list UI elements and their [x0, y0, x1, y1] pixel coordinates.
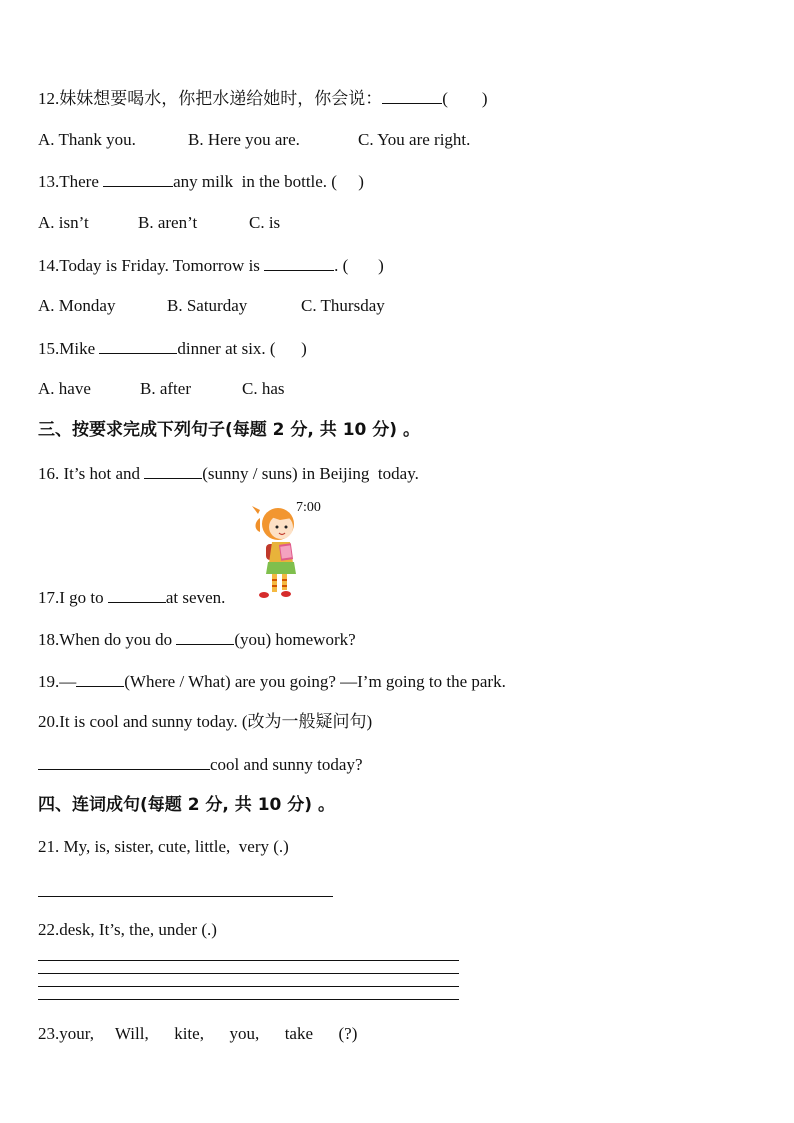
question-18-pre: 18.When do you do	[38, 630, 177, 649]
question-22-stem: 22.desk, It’s, the, under (.)	[38, 920, 217, 939]
question-20-stem: 20.It is cool and sunny today. (改为一般疑问句)	[38, 712, 373, 731]
answer-line[interactable]	[38, 999, 459, 1000]
section-4-heading: 四、连词成句(每题 2 分, 共 10 分) 。	[38, 795, 335, 815]
question-23	[38, 1023, 357, 1045]
question-17-post: at seven.	[165, 588, 226, 607]
girl-with-books-illustration	[250, 500, 310, 600]
question-14-post: . ( )	[334, 256, 384, 275]
option-a[interactable]: A. Monday	[38, 296, 116, 315]
question-13-options	[38, 212, 280, 234]
question-19-post: (Where / What) are you going? —I’m going to the park.	[124, 672, 506, 691]
question-15-options	[38, 378, 285, 400]
question-19-pre: 19.—	[38, 672, 77, 691]
option-b[interactable]: B. after	[140, 379, 191, 398]
answer-blank[interactable]	[176, 628, 234, 645]
option-b[interactable]: B. aren’t	[138, 213, 198, 232]
question-14-options	[38, 295, 385, 317]
question-20-answer	[38, 753, 363, 776]
answer-blank[interactable]	[144, 462, 202, 479]
question-12-stem: 12.妹妹想要喝水，你把水递给她时，你会说：	[38, 89, 383, 108]
question-13-post: any milk in the bottle. ( )	[173, 172, 364, 191]
question-21	[38, 836, 289, 858]
question-15	[38, 337, 307, 360]
question-17	[38, 586, 225, 609]
answer-line[interactable]	[38, 960, 459, 961]
option-a[interactable]: A. isn’t	[38, 213, 89, 232]
question-20-post: cool and sunny today?	[210, 755, 363, 774]
option-b[interactable]: B. Here you are.	[188, 130, 300, 149]
answer-paren: ( )	[442, 89, 488, 108]
answer-blank[interactable]	[108, 586, 166, 603]
question-16-pre: 16. It’s hot and	[38, 464, 145, 483]
answer-blank[interactable]	[99, 337, 177, 354]
option-c[interactable]: C. Thursday	[301, 296, 385, 315]
question-16-post: (sunny / suns) in Beijing today.	[202, 464, 419, 483]
question-20	[38, 711, 372, 733]
question-23-stem: 23.your, Will, kite, you, take (?)	[38, 1024, 358, 1043]
question-12-options	[38, 129, 470, 151]
option-a[interactable]: A. have	[38, 379, 91, 398]
question-15-post: dinner at six. ( )	[177, 339, 307, 358]
question-18-post: (you) homework?	[234, 630, 356, 649]
option-b[interactable]: B. Saturday	[167, 296, 248, 315]
question-14	[38, 254, 384, 277]
question-18	[38, 628, 356, 651]
question-15-pre: 15.Mike	[38, 339, 100, 358]
option-c[interactable]: C. is	[249, 213, 281, 232]
option-c[interactable]: C. has	[242, 379, 285, 398]
question-14-pre: 14.Today is Friday. Tomorrow is	[38, 256, 265, 275]
question-12	[38, 87, 488, 110]
answer-blank[interactable]	[382, 87, 442, 104]
option-c[interactable]: C. You are right.	[358, 130, 471, 149]
question-17-pre: 17.I go to	[38, 588, 108, 607]
answer-line[interactable]	[38, 973, 459, 974]
section-3-heading: 三、按要求完成下列句子(每题 2 分, 共 10 分) 。	[38, 420, 420, 440]
answer-blank[interactable]	[76, 670, 124, 687]
question-21-stem: 21. My, is, sister, cute, little, very (.)	[38, 837, 289, 856]
answer-blank[interactable]	[264, 254, 334, 271]
clock-time: 7:00	[296, 500, 321, 515]
question-22	[38, 919, 217, 941]
option-a[interactable]: A. Thank you.	[38, 130, 136, 149]
question-19	[38, 670, 506, 693]
question-16	[38, 462, 419, 485]
answer-blank[interactable]	[38, 753, 210, 770]
answer-line[interactable]	[38, 986, 459, 987]
answer-blank[interactable]	[103, 170, 173, 187]
answer-line[interactable]	[38, 896, 333, 897]
question-13-pre: 13.There	[38, 172, 104, 191]
question-13	[38, 170, 364, 193]
